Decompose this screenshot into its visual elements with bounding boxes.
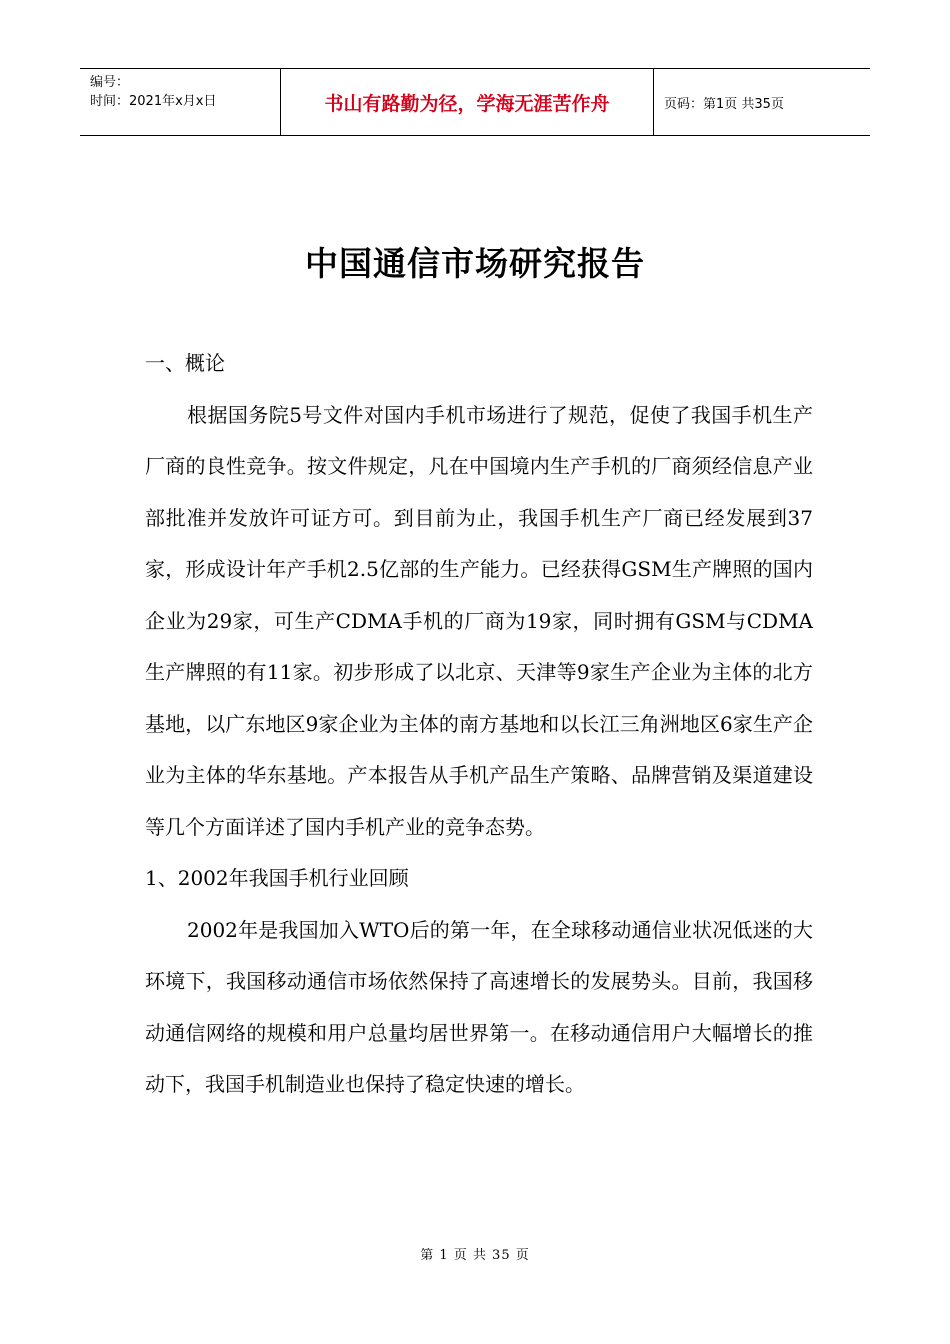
document-number-label: 编号： [90,75,130,90]
header-meta [80,69,281,135]
section-heading: 1、2002年我国手机行业回顾 [145,866,409,890]
section-heading: 一、概论 [145,351,225,375]
document-body [145,338,813,1111]
header-motto: 书山有路勤为径，学海无涯苦作舟 [281,69,654,135]
document-time-label: 时间：2021年x月x日 [90,94,217,109]
document-title: 中国通信市场研究报告 [305,244,645,283]
page-footer: 第 1 页 共 35 页 [420,1248,530,1263]
page-header [80,68,870,136]
paragraph: 根据国务院5号文件对国内手机市场进行了规范，促使了我国手机生产厂商的良性竞争。按文件规定，凡在中国境内生产手机的厂商须经信息产业部批准并发放许可证方可。到目前为止，我国手机生产厂商已经发展到37家，形成设计年产手机2.5亿部的生产能力。已经获得GSM生产牌照的国内企业为29家，可生产CDMA手机的厂商为19家，同时拥有GSM与CDMA生产牌照的有11家。初步形成了以北京、天津等9家生产企业为主体的北方基地，以广东地区9家企业为主体的南方基地和以长江三角洲地区6家生产企业为主体的华东基地。产本报告从手机产品生产策略、品牌营销及渠道建设等几个方面详述了国内手机产业的竞争态势。 [145,402,813,839]
paragraph: 2002年是我国加入WTO后的第一年，在全球移动通信业状况低迷的大环境下，我国移动通信市场依然保持了高速增长的发展势头。目前，我国移动通信网络的规模和用户总量均居世界第一。在移动通信用户大幅增长的推动下，我国手机制造业也保持了稳定快速的增长。 [145,917,813,1096]
header-page-info: 页码：第1页 共35页 [664,96,784,112]
